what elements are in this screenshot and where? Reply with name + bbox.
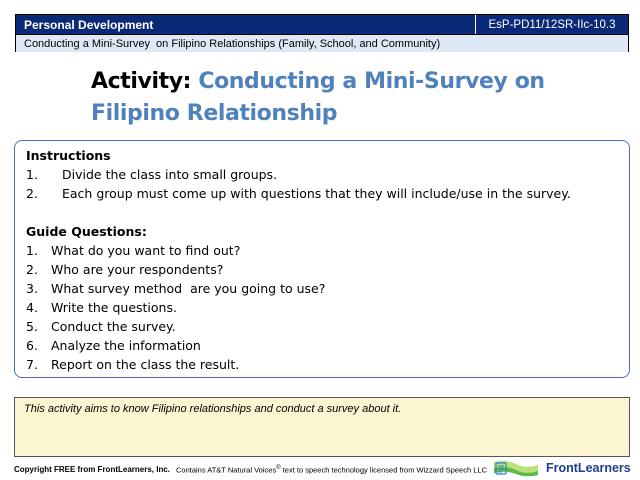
instructions-heading: Instructions: [26, 148, 111, 163]
slide-title: [91, 66, 551, 130]
list-item: [26, 241, 629, 260]
guide-questions-heading: Guide Questions:: [26, 224, 147, 239]
list-number: 7.: [26, 357, 38, 372]
title-prefix: Activity:: [91, 69, 199, 94]
list-text: What survey method are you going to use?: [51, 281, 326, 296]
list-text: What do you want to find out?: [51, 243, 241, 258]
list-item: [26, 165, 629, 184]
list-item: [26, 184, 629, 203]
voices-prefix: Contains AT&T Natural Voices: [176, 465, 277, 475]
list-text: Report on the class the result.: [51, 357, 240, 372]
list-number: 2.: [26, 262, 38, 277]
registered-mark: ®: [276, 465, 281, 471]
list-text: Analyze the information: [51, 338, 201, 353]
list-number: 6.: [26, 338, 38, 353]
summary-text: This activity aims to know Filipino relationships and conduct a survey about it.: [24, 403, 402, 415]
list-number: 1.: [26, 167, 38, 182]
lesson-subtitle: [16, 34, 628, 52]
list-text: Write the questions.: [51, 300, 177, 315]
summary-box: [14, 397, 630, 457]
list-number: 3.: [26, 281, 38, 296]
lesson-subtitle-text: Conducting a Mini-Survey on Filipino Relationships (Family, School, and Community): [24, 37, 441, 50]
copyright-text: Copyright FREE from FrontLearners, Inc.: [14, 465, 171, 474]
voices-suffix: text to speech technology licensed from Wizzard Speech LLC: [280, 465, 487, 475]
list-number: 5.: [26, 319, 38, 334]
frontlearners-logo-icon: [492, 458, 542, 478]
frontlearners-logo[interactable]: [492, 458, 631, 478]
voices-notice: [176, 465, 487, 475]
competency-code: EsP-PD11/12SR-IIc-10.3: [475, 15, 628, 34]
list-number: 2.: [26, 186, 38, 201]
header-top-row: [16, 15, 628, 34]
list-item: [26, 355, 629, 374]
list-item: [26, 279, 629, 298]
list-item: [26, 336, 629, 355]
list-text: Who are your respondents?: [51, 262, 224, 277]
course-name: Personal Development: [24, 17, 154, 32]
list-text: Divide the class into small groups.: [62, 167, 278, 182]
list-text: Each group must come up with questions that they will include/use in the survey.: [62, 186, 571, 201]
list-text: Conduct the survey.: [51, 319, 176, 334]
header-bar: [15, 14, 629, 52]
list-item: [26, 298, 629, 317]
spacer: [26, 203, 629, 222]
list-number: 4.: [26, 300, 38, 315]
logo-text: FrontLearners: [546, 461, 631, 475]
instructions-panel: [14, 140, 630, 378]
list-item: [26, 260, 629, 279]
list-number: 1.: [26, 243, 38, 258]
list-item: [26, 317, 629, 336]
title-main: Conducting a Mini-Survey on Filipino Relationship: [91, 69, 545, 126]
